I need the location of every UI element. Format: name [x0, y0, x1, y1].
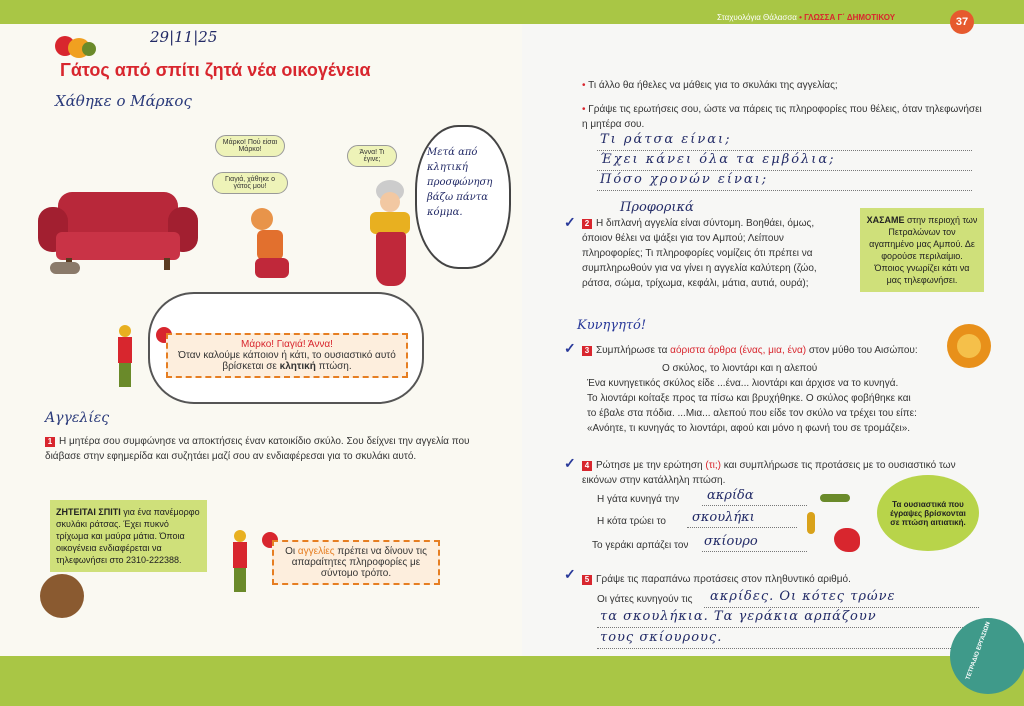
- exercise-1-number: 1: [45, 437, 55, 447]
- dog-photo: [40, 574, 84, 618]
- ads-note-highlight: αγγελίες: [297, 546, 335, 557]
- check-mark-4: ✓: [564, 455, 576, 471]
- lion-illustration: [947, 324, 991, 368]
- section-ads-title: Αγγελίες: [45, 410, 110, 426]
- workbook-stamp-text: ΤΕΤΡΑΔΙΟ ΕΡΓΑΣΙΩΝ: [965, 621, 992, 681]
- exercise-3: [582, 343, 982, 358]
- lost-dog-advertisement: [860, 208, 984, 292]
- fable-line-2: Το λιοντάρι κοίταξε προς τα πίσω και βρυχήθηκε. Ο σκύλος φοβήθηκε και: [587, 393, 911, 404]
- exercise-3-pre: Συμπλήρωσε τα: [596, 345, 671, 356]
- ex5-answer-line-1: ακρίδες. Οι κότες τρώνε: [710, 589, 896, 604]
- speech-bubble-marko: Μάρκο! Πού είσαι Μάρκο!: [215, 135, 285, 157]
- accusative-badge: Τα ουσιαστικά που έγραψες βρίσκονται σε πτώση αιτιατική.: [877, 475, 979, 551]
- exercise-5: [582, 572, 982, 587]
- exercise-1: [45, 434, 475, 464]
- answer-line-2: Έχει κάνει όλα τα εμβόλια;: [600, 152, 836, 167]
- handwritten-date: 29|11|25: [150, 28, 218, 46]
- exercise-3-post: στον μύθο του Αισώπου:: [806, 345, 918, 356]
- ad-text: για ένα πανέμορφο σκυλάκι ράτσας. Έχει πυκνό τρίχωμα και μαύρα μάτια. Όποια οικογένεια ενδιαφέρεται να τηλεφωνήσει στο 2310-222388.: [56, 507, 200, 565]
- vocative-text-after: πτώση.: [315, 361, 352, 372]
- squirrel-icon: [834, 528, 860, 552]
- right-page: [522, 0, 1024, 706]
- ex5-answer-line-2: τα σκουλήκια. Τα γεράκια αρπάζουν: [600, 609, 877, 624]
- speech-bubble-anna: Άννα! Τι έγινε;: [347, 145, 397, 167]
- question-2-text: Γράψε τις ερωτήσεις σου, ώστε να πάρεις τις πληροφορίες που θέλεις, όταν τηλεφωνήσει η μητέρα σου.: [582, 104, 982, 130]
- ex4-row-3-answer: σκίουρο: [704, 534, 758, 549]
- answer-line-3: Πόσο χρονών είναι;: [600, 172, 769, 187]
- exercise-2-text: Η διπλανή αγγελία είναι σύντομη. Βοηθάει, όμως, όποιον θέλει να ψάξει για τον Αμπού; Λείπουν πληροφορίες; Τι πληροφορίες νομίζεις ότι πρέπει να συμπληρωθούν για να γίνει η αγγελία καλύτερη (ζώο, ράτσα, σώμα, τρίχωμα, κεφάλι, μάτια, αυτιά, ουρά);: [582, 218, 817, 289]
- handwritten-oral: Προφορικά: [620, 200, 694, 215]
- header-series: [717, 13, 895, 22]
- workbook-stamp: [950, 618, 1024, 694]
- exercise-1-text: Η μητέρα σου συμφώνησε να αποκτήσεις έναν κατοικίδιο σκύλο. Σου δείχνει την αγγελία που διάβασε στην εφημερίδα και συζητάει μαζί σου αν ενδιαφέρεσαι για το σκυλάκι αυτό.: [45, 436, 470, 462]
- page-title: Γάτος από σπίτι ζητά νέα οικογένεια: [60, 60, 371, 80]
- ex5-answer-line-3: τους σκίουρους.: [600, 630, 723, 645]
- section-lost-title: Χάθηκε ο Μάρκος: [55, 92, 192, 110]
- thought-cloud: [415, 125, 511, 269]
- vocative-text-before: Όταν καλούμε κάποιον ή κάτι, το ουσιαστικό αυτό βρίσκεται σε: [178, 350, 396, 372]
- answer-line-1: Τι ράτσα είναι;: [600, 132, 732, 147]
- exercise-4-number: 4: [582, 461, 592, 471]
- exercise-4-pre: Ρώτησε με την ερώτηση: [596, 460, 706, 471]
- question-1: • Τι άλλο θα ήθελες να μάθεις για το σκυλάκι της αγγελίας;: [582, 80, 838, 91]
- fable-title: Ο σκύλος, το λιοντάρι και η αλεπού: [662, 363, 818, 374]
- fable-line-1: Ένα κυνηγετικός σκύλος είδε ...ένα... λιοντάρι και άρχισε να το κυνηγά.: [587, 378, 899, 389]
- exercise-4-post: και συμπλήρωσε τις προτάσεις με το ουσιαστικό των εικόνων στην κατάλληλη πτώση.: [582, 460, 956, 486]
- exercise-5-number: 5: [582, 575, 592, 585]
- handwritten-comma-note: Μετά από κλητική προσφώνηση βάζω πάντα κόμμα.: [427, 147, 493, 218]
- vocative-examples: Μάρκο! Γιαγιά! Άννα!: [241, 339, 333, 350]
- ex4-row-1-prefix: Η γάτα κυνηγά την: [597, 494, 680, 505]
- speech-bubble-cat-lost: Γιαγιά, χάθηκε ο γάτος μου!: [212, 172, 288, 194]
- exercise-3-red: αόριστα άρθρα (ένας, μια, ένα): [670, 345, 807, 356]
- ex5-prefix: Οι γάτες κυνηγούν τις: [597, 594, 693, 605]
- boy-illustration: [245, 208, 295, 288]
- fable-line-4: «Ανόητε, τι κυνηγάς το λιοντάρι, αφού και μόνο η φωνή του σε τρομάζει».: [587, 423, 911, 434]
- exercise-5-text: Γράψε τις παραπάνω προτάσεις στον πληθυντικό αριθμό.: [596, 574, 851, 585]
- grasshopper-icon: [820, 494, 850, 502]
- hunt-label: Κυνηγητό!: [577, 318, 647, 333]
- top-band: [0, 0, 522, 24]
- exercise-3-number: 3: [582, 346, 592, 356]
- girl-figure-small-2: [230, 530, 250, 600]
- exercise-4-red: (τι;): [705, 460, 722, 471]
- cat-illustration: [50, 262, 80, 274]
- bottom-band: [0, 656, 522, 706]
- exercise-2-number: 2: [582, 219, 592, 229]
- bottom-band-right: [522, 656, 1024, 706]
- page-number: 37: [950, 10, 974, 34]
- worm-icon: [807, 512, 815, 534]
- lost-ad-text: στην περιοχή των Πετραλώνων τον αγαπημένο μας Αμπού. Δε φορούσε περιλαίμιο. Όποιος γνωρίζει κάτι να μας τηλεφωνήσει.: [869, 215, 978, 285]
- check-mark-3: ✓: [564, 340, 576, 356]
- vocative-bold: κλητική: [279, 361, 316, 372]
- ads-note-pre: Οι: [285, 546, 298, 557]
- header-series-text: Σταχυολόγια Θάλασσα: [717, 13, 797, 22]
- ads-rule-box: [272, 540, 440, 585]
- question-2: • Γράψε τις ερωτήσεις σου, ώστε να πάρεις τις πληροφορίες που θέλεις, όταν τηλεφωνήσει η μητέρα σου.: [582, 104, 982, 130]
- grandma-illustration: [362, 180, 422, 300]
- ex4-row-2-answer: σκουλήκι: [692, 510, 755, 525]
- ex4-row-3-prefix: Το γεράκι αρπάζει τον: [592, 540, 689, 551]
- check-mark-2: ✓: [564, 214, 576, 230]
- ex4-row-2-prefix: Η κότα τρώει το: [597, 516, 666, 527]
- check-mark-5: ✓: [564, 566, 576, 582]
- ads-note-post: πρέπει να δίνουν τις απαραίτητες πληροφορίες με σύντομο τρόπο.: [291, 546, 427, 579]
- lost-ad-bold: ΧΑΣΑΜΕ: [866, 215, 905, 225]
- sofa-illustration: [38, 192, 198, 272]
- vocative-rule-box: [166, 333, 408, 378]
- fable-line-3: το έβαλε στα πόδια. ...Μια... αλεπού που είδε τον σκύλο να τρέχει του είπε:: [587, 408, 917, 419]
- question-1-text: Τι άλλο θα ήθελες να μάθεις για το σκυλάκι της αγγελίας;: [588, 80, 838, 91]
- dog-advertisement: [50, 500, 207, 572]
- ad-bold: ΖΗΤΕΙΤΑΙ ΣΠΙΤΙ: [56, 507, 121, 517]
- ex4-row-1-answer: ακρίδα: [707, 488, 754, 503]
- header-book: • ΓΛΩΣΣΑ Γ΄ ΔΗΜΟΤΙΚΟΥ: [799, 13, 896, 22]
- fable-text: [587, 376, 987, 436]
- girl-figure-small: [115, 325, 135, 395]
- exercise-2: [582, 216, 847, 291]
